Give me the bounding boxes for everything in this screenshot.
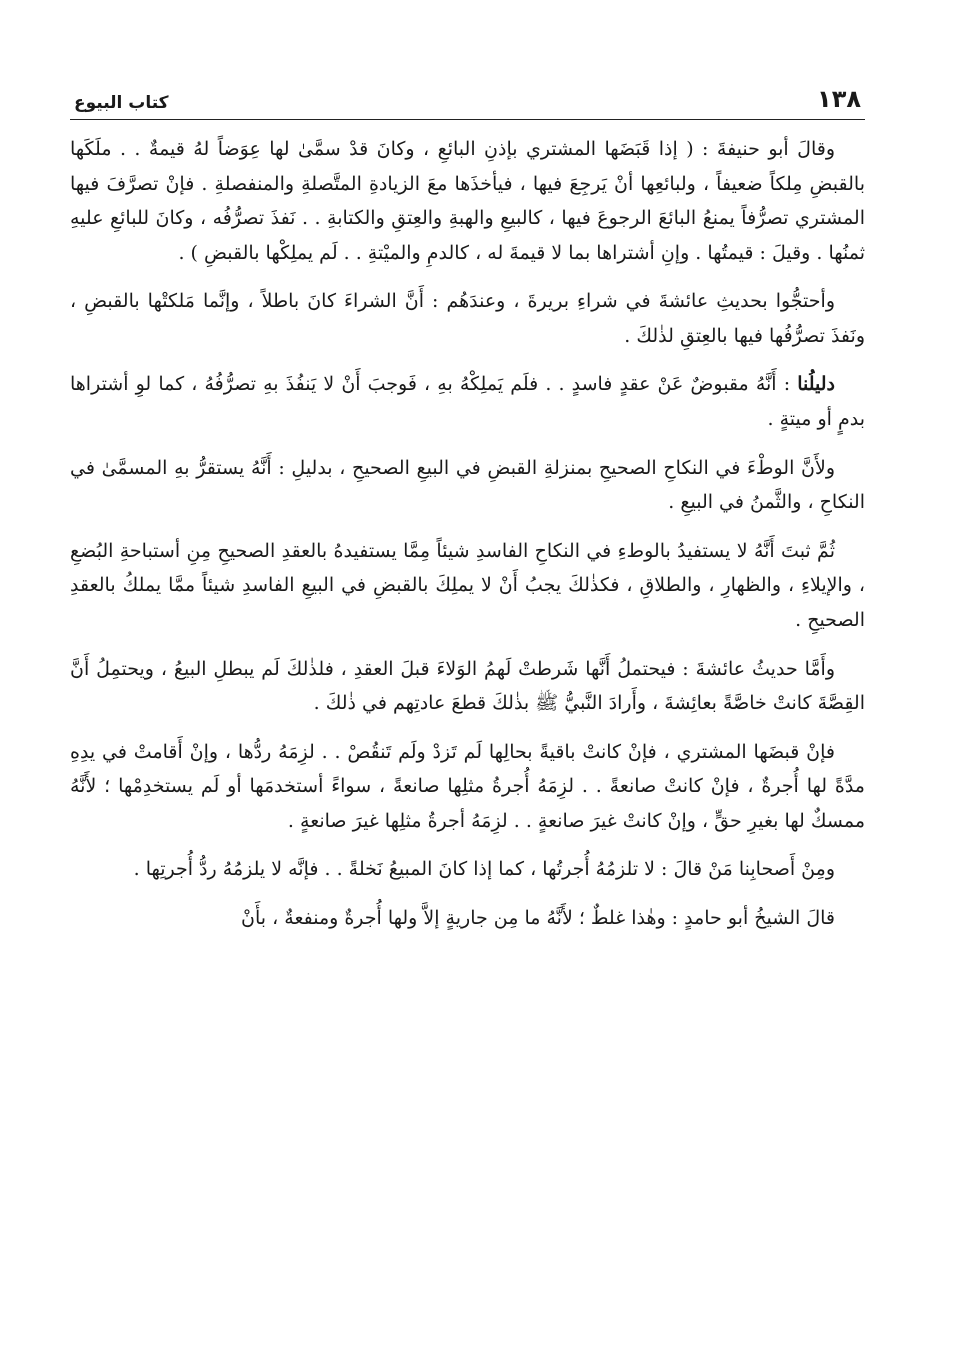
paragraph (70, 284, 865, 353)
book-page (70, 78, 865, 1347)
running-title: كتاب البيوع (74, 93, 169, 113)
page-number: ١٣٨ (817, 85, 861, 113)
paragraph-text: ثُمَّ ثبتَ أَنَّهُ لا يستفيدُ بالوطءِ في النكاحِ الفاسدِ شيئاً مِمَّا يستفيدهُ بالعقدِ الصحيحِ مِنِ أستباحةِ البُضعِ ، والإيلاءِ ، والظهارِ ، والطلاقِ ، فكذٰلكَ يجبُ أَنْ لا يملِكَ بالقبضِ في البيعِ الفاسدِ شيئاً ممَّا يملكُ بالعقدِ الصحيحِ . (70, 539, 865, 631)
paragraph (70, 534, 865, 638)
paragraph (70, 132, 865, 270)
paragraph (70, 652, 865, 721)
paragraph-text: وأَمَّا حديثُ عائشةَ : فيحتملُ أَنَّها شَرطتْ لَهمُ الوَلاءَ قبلَ العقدِ ، فلذٰلكَ لَم يبطلِ البيعُ ، ويحتمِلُ أَنَّ القِصَّةَ كانتْ خاصَّةً بعائِشةَ ، وأَرادَ النَّبيُّ ﷺ بذٰلكَ قطعَ عادتِهم في ذٰلكَ . (70, 657, 865, 715)
paragraph-text: وقالَ أبو حنيفةَ : ( إذا قَبَضَها المشتري بإذنِ البائعِ ، وكانَ قدْ سمَّىٰ لها عِوَضاً لهُ قيمةٌ . . ملَكَها بالقبضِ مِلكاً ضعيفاً ، ولبائعِها أنْ يَرجِعَ فيها ، فيأخذَها معَ الزيادةِ المتَّصلةِ والمنفصلةِ . فإنْ تصرَّفَ فيها المشتري تصرُّفاً يمنعُ البائعَ الرجوعَ فيها ، كالبيعِ والهبةِ والعِتقِ والكتابةِ . . نَفذَ تصرُّفُه ، وكانَ للبائعِ عليهِ ثمنُها . وقيلَ : قيمتُها . وإنِ أشتراها بما لا قيمةَ له ، كالدمِ والميْتةِ . . لَم يملِكْها بالقبضِ ) . (70, 138, 866, 264)
paragraph (70, 367, 865, 436)
paragraph (70, 901, 865, 936)
paragraph (70, 852, 865, 887)
body-text (70, 132, 865, 936)
paragraph (70, 451, 865, 520)
page-header (70, 78, 865, 120)
paragraph-text: فإنْ قبضَها المشتري ، فإنْ كانتْ باقيةً بحالِها لَم تَزدْ ولَم تَنقُصْ . . لزِمَهُ ردُّها ، وإنْ أَقامتْ في يدِهِ مدَّةً لها أُجرةٌ ، فإنْ كانتْ صانعةً . . لزِمَهُ أُجرةُ مثلِها صانعةً ، سواءً أستخدمَها أو لَم يستخدِمْها ؛ لأَنَّهُ ممسكٌ لها بغيرِ حقٍّ ، وإنْ كانتْ غيرَ صانعةٍ . . لزِمَهُ أجرةُ مثلِها غيرَ صانعةٍ . (70, 740, 865, 832)
paragraph-text: وأحتجُّوا بحديثِ عائشةَ في شراءِ بريرةَ ، وعندَهُم : أَنَّ الشراءَ كانَ باطلاً ، وإنَّما مَلكتْها بالقبضِ ، ونَفذَ تصرُّفُها فيها بالعِتقِ لذٰلكَ . (70, 290, 865, 347)
paragraph (70, 735, 865, 839)
paragraph-lead: دليلُنا (797, 373, 835, 396)
paragraph-text: قالَ الشيخُ أبو حامدٍ : وهٰذا غلطٌ ؛ لأَنَّهُ ما مِن جاريةٍ إلاَّ ولها أُجرةٌ ومنفعةٌ ، بأَنْ (241, 906, 835, 929)
paragraph-text: ولأَنَّ الوطْءَ في النكاحِ الصحيحِ بمنزلةِ القبضِ في البيعِ الصحيحِ ، بدليلِ : أَنَّهُ يستقرُّ بهِ المسمَّىٰ في النكاحِ ، والثَّمنُ في البيعِ . (70, 456, 865, 514)
paragraph-text: ومِنْ أَصحابِنا مَنْ قالَ : لا تلزمُهُ أُجرتُها ، كما إذا كانَ المبيعُ نَخلةً . . فإنَّه لا يلزمُهُ ردُّ أُجرتِها . (133, 858, 835, 881)
paragraph-text: : أَنَّهُ مقبوضٌ عَنْ عقدٍ فاسدٍ . . فلَم يَملِكْهُ بهِ ، فَوجبَ أَنْ لا يَنفُذَ بهِ تصرُّفُهُ ، كما لوِ أشتراها بدمٍ أو ميتةٍ . (70, 373, 865, 431)
